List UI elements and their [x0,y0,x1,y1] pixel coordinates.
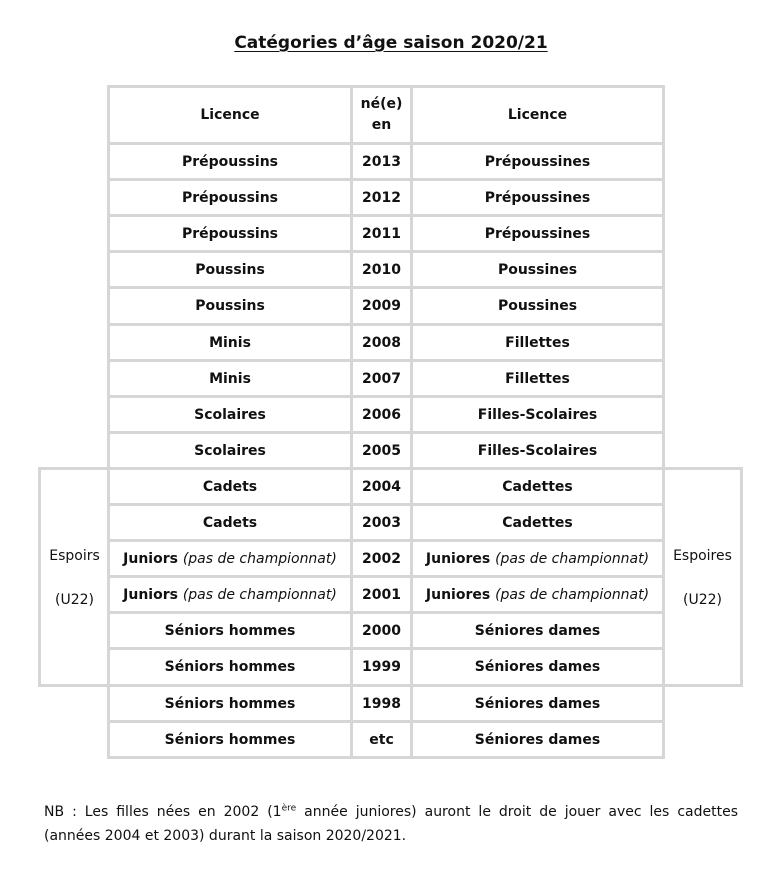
female-licence-cell [410,395,665,434]
birth-year-cell [350,575,413,614]
female-licence-cell-text: Fillettes [505,370,570,387]
female-licence-cell-note: (pas de championnat) [495,586,650,603]
male-licence-cell-note: (pas de championnat) [182,586,337,603]
female-licence-cell-text: Filles-Scolaires [477,442,598,459]
male-licence-cell-text: Juniors [123,586,178,603]
male-licence-cell-text: Scolaires [194,406,266,423]
birth-year-cell [350,503,413,542]
birth-year-cell [350,286,413,326]
footnote-part2: année juniores) auront le droit de jouer avec les cadettes (années 2004 et 2003) durant la saison 2020/2021. [44,804,738,844]
female-licence-cell-text: Séniores dames [474,695,601,712]
birth-year-cell-text: 2012 [362,189,401,206]
birth-year-cell-text: etc [369,731,394,748]
birth-year-cell [350,323,413,362]
male-licence-cell-text: Scolaires [194,442,266,459]
header-licence-right-label: Licence [507,107,568,123]
espoirs-group-left [38,467,111,687]
female-licence-cell-text: Filles-Scolaires [477,406,598,423]
male-licence-cell [107,503,353,542]
female-licence-cell-text: Prépoussines [484,153,591,170]
birth-year-cell [350,431,413,470]
header-licence-left-label: Licence [200,107,260,123]
birth-year-cell [350,142,413,181]
birth-year-cell [350,395,413,434]
birth-year-cell [350,539,413,578]
male-licence-cell [107,323,353,362]
male-licence-cell [107,539,353,578]
birth-year-cell-text: 1998 [362,695,401,712]
female-licence-cell-text: Juniores [425,550,491,567]
male-licence-cell [107,142,353,181]
female-licence-cell [410,539,665,578]
birth-year-cell-text: 2009 [362,298,401,314]
male-licence-cell [107,286,353,326]
female-licence-cell [410,431,665,470]
male-licence-cell-text: Séniors hommes [164,731,296,748]
female-licence-cell [410,323,665,362]
male-licence-cell [107,178,353,217]
male-licence-cell [107,395,353,434]
male-licence-cell [107,431,353,470]
female-licence-cell [410,250,665,289]
espoires-u22-label: (U22) [683,592,722,608]
male-licence-cell-text: Séniors hommes [164,622,296,639]
footnote [44,800,738,848]
espoirs-u22-label: (U22) [55,592,94,608]
female-licence-cell [410,611,665,650]
birth-year-cell [350,359,413,398]
female-licence-cell [410,647,665,687]
female-licence-cell-text: Prépoussines [484,225,591,242]
female-licence-cell [410,286,665,326]
header-born-line1: né(e) [360,96,403,112]
male-licence-cell [107,250,353,289]
male-licence-cell [107,214,353,253]
birth-year-cell-text: 2003 [362,514,401,531]
female-licence-cell [410,142,665,181]
male-licence-cell-text: Poussins [195,261,265,278]
male-licence-cell [107,720,353,759]
female-licence-cell-text: Juniores [425,586,491,603]
female-licence-cell [410,575,665,614]
female-licence-cell-text: Fillettes [505,334,570,351]
female-licence-cell-text: Séniores dames [474,659,601,675]
female-licence-cell [410,467,665,506]
female-licence-cell-text: Poussines [497,261,578,278]
female-licence-cell [410,720,665,759]
male-licence-cell-text: Séniors hommes [164,695,296,712]
female-licence-cell [410,214,665,253]
female-licence-cell-text: Poussines [497,298,578,314]
birth-year-cell [350,647,413,687]
female-licence-cell-text: Séniores dames [474,622,601,639]
male-licence-cell-text: Minis [209,370,251,387]
birth-year-cell-text: 2005 [362,442,401,459]
female-licence-cell [410,503,665,542]
header-born-line2: en [371,117,392,133]
birth-year-cell-text: 2011 [362,225,401,242]
birth-year-cell [350,250,413,289]
male-licence-cell [107,467,353,506]
birth-year-cell-text: 1999 [362,659,401,675]
male-licence-cell-text: Poussins [195,298,265,314]
female-licence-cell-text: Séniores dames [474,731,601,748]
page-title: Catégories d’âge saison 2020/21 [234,33,548,53]
female-licence-cell-text: Cadettes [502,478,573,495]
espoires-group-right [662,467,743,687]
birth-year-cell-text: 2001 [362,586,401,603]
male-licence-cell [107,359,353,398]
header-born-in [350,85,413,145]
birth-year-cell-text: 2002 [362,550,401,567]
header-licence-left [107,85,353,145]
espoires-label: Espoires [673,548,732,564]
male-licence-cell-text: Cadets [202,478,258,495]
female-licence-cell [410,359,665,398]
male-licence-cell-note: (pas de championnat) [182,550,337,567]
birth-year-cell [350,720,413,759]
male-licence-cell [107,611,353,650]
birth-year-cell-text: 2008 [362,334,401,351]
male-licence-cell-text: Prépoussins [181,225,279,242]
birth-year-cell [350,178,413,217]
espoirs-label: Espoirs [49,548,100,564]
birth-year-cell [350,611,413,650]
male-licence-cell-text: Prépoussins [181,189,279,206]
female-licence-cell-text: Prépoussines [484,189,591,206]
birth-year-cell-text: 2004 [362,478,401,495]
footnote-part1: NB : Les filles nées en 2002 (1 [44,804,282,820]
female-licence-cell [410,178,665,217]
male-licence-cell-text: Juniors [123,550,178,567]
birth-year-cell-text: 2010 [362,261,401,278]
header-licence-right [410,85,665,145]
birth-year-cell-text: 2006 [362,406,401,423]
female-licence-cell-text: Cadettes [502,514,573,531]
birth-year-cell [350,467,413,506]
female-licence-cell [410,684,665,723]
birth-year-cell-text: 2013 [362,153,401,170]
male-licence-cell-text: Prépoussins [181,153,279,170]
birth-year-cell-text: 2007 [362,370,401,387]
male-licence-cell [107,647,353,687]
female-licence-cell-note: (pas de championnat) [495,550,650,567]
footnote-superscript: ère [281,803,297,814]
male-licence-cell-text: Séniors hommes [164,659,296,675]
birth-year-cell-text: 2000 [362,622,401,639]
male-licence-cell [107,684,353,723]
male-licence-cell [107,575,353,614]
male-licence-cell-text: Minis [209,334,251,351]
birth-year-cell [350,684,413,723]
birth-year-cell [350,214,413,253]
male-licence-cell-text: Cadets [202,514,258,531]
